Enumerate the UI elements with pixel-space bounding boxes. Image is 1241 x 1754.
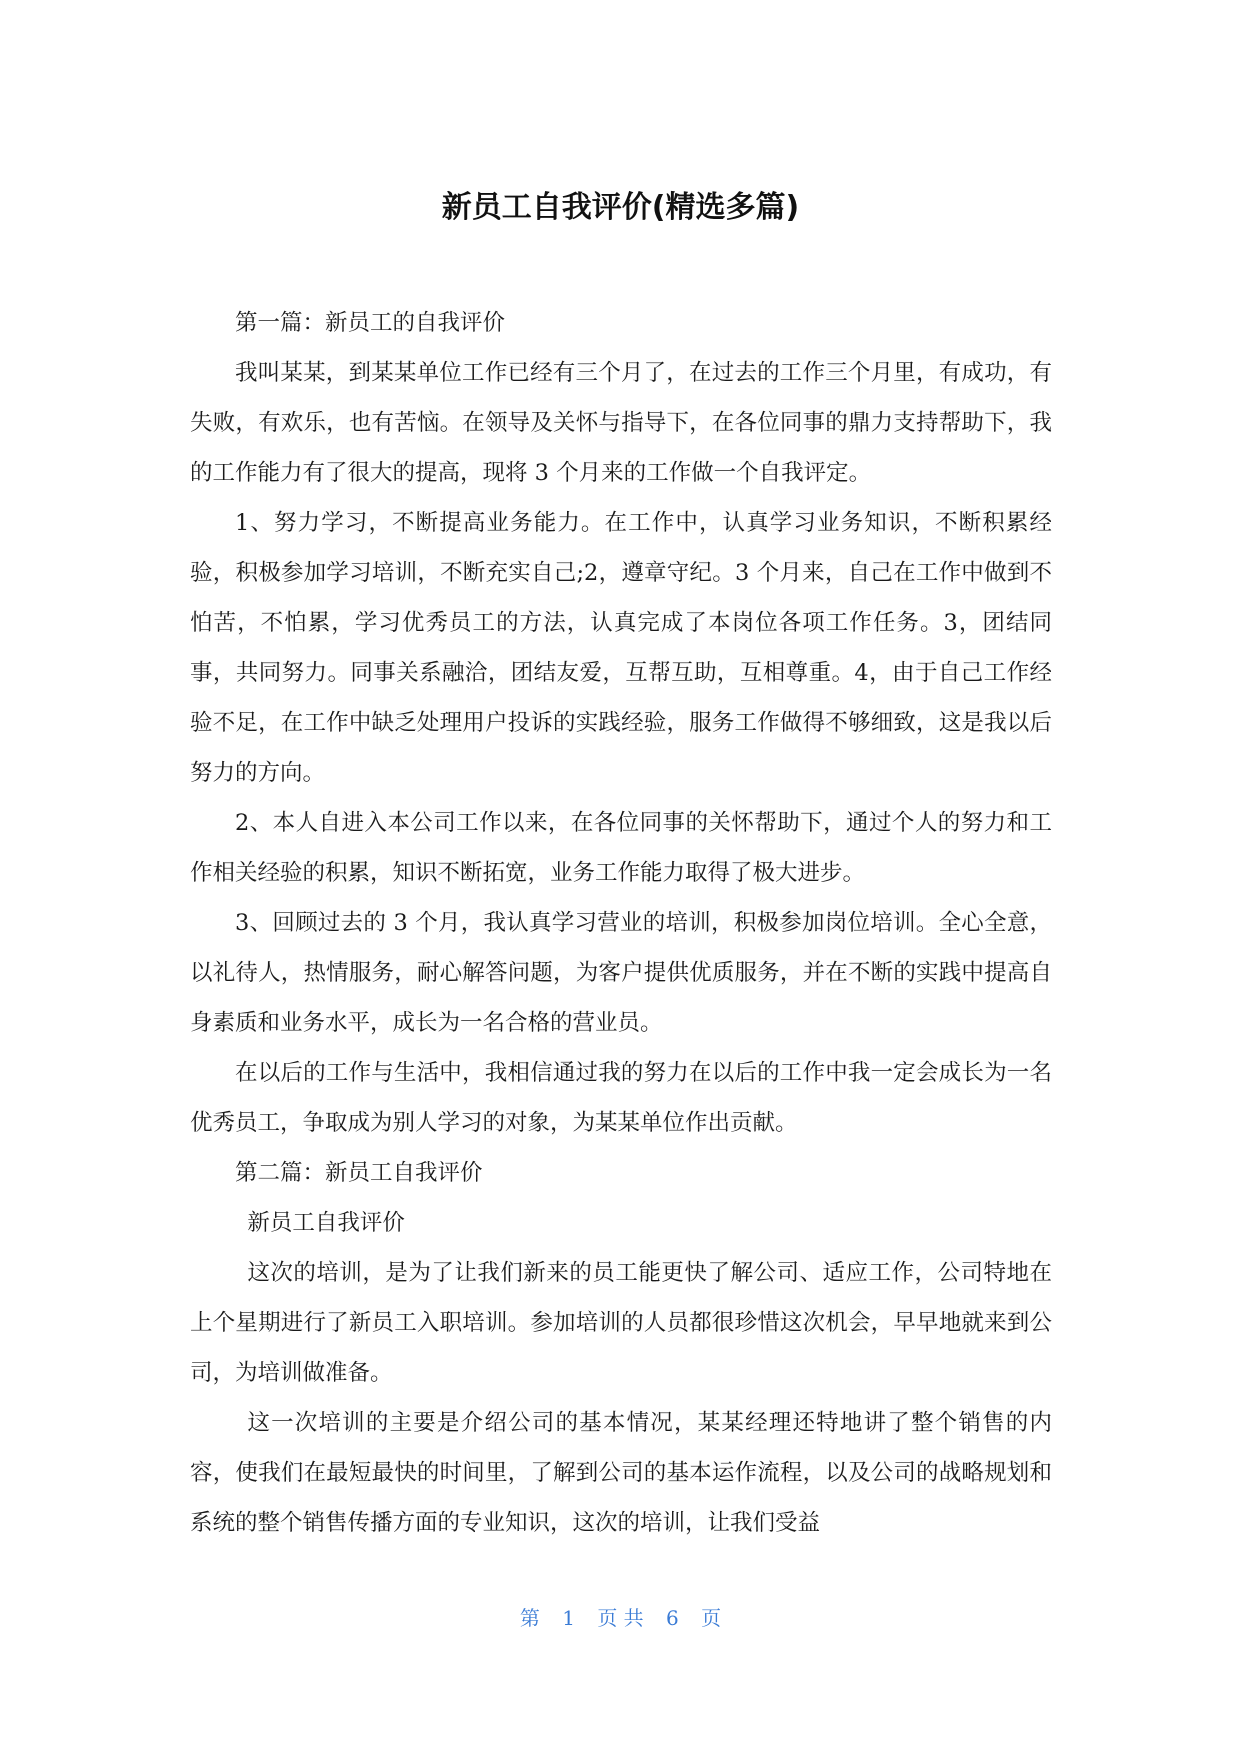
paragraph: 这一次培训的主要是介绍公司的基本情况，某某经理还特地讲了整个销售的内容，使我们在最短最快的时间里，了解到公司的基本运作流程，以及公司的战略规划和系统的整个销售传播方面的专业知识，这次的培训，让我们受益 [190, 1410, 1052, 1536]
paragraph: 2、本人自进入本公司工作以来，在各位同事的关怀帮助下，通过个人的努力和工作相关经验的积累，知识不断拓宽，业务工作能力取得了极大进步。 [190, 810, 1052, 886]
document-title: 新员工自我评价(精选多篇) [441, 190, 800, 225]
document-body [190, 298, 1052, 1548]
paragraph: 3、回顾过去的 3 个月，我认真学习营业的培训，积极参加岗位培训。全心全意，以礼待人，热情服务，耐心解答问题，为客户提供优质服务，并在不断的实践中提高自身素质和业务水平，成长为一名合格的营业员。 [190, 910, 1052, 1036]
paragraph: 在以后的工作与生活中，我相信通过我的努力在以后的工作中我一定会成长为一名优秀员工，争取成为别人学习的对象，为某某单位作出贡献。 [190, 1060, 1052, 1136]
page-footer [0, 1604, 1241, 1632]
page-total: 6 [666, 1606, 679, 1630]
page-label: 第 [519, 1606, 540, 1630]
section-heading-2: 第二篇：新员工自我评价 [235, 1160, 483, 1186]
page-mid: 页 共 [597, 1606, 644, 1630]
paragraph: 1、努力学习，不断提高业务能力。在工作中，认真学习业务知识，不断积累经验，积极参加学习培训，不断充实自己;2，遵章守纪。3 个月来，自己在工作中做到不怕苦，不怕累，学习优秀员工的方法，认真完成了本岗位各项工作任务。3，团结同事，共同努力。同事关系融洽，团结友爱，互帮互助，互相尊重。4，由于自己工作经验不足，在工作中缺乏处理用户投诉的实践经验，服务工作做得不够细致，这是我以后努力的方向。 [190, 510, 1052, 786]
page-current: 1 [562, 1606, 575, 1630]
section-heading-1: 第一篇：新员工的自我评价 [235, 310, 506, 336]
paragraph: 这次的培训，是为了让我们新来的员工能更快了解公司、适应工作，公司特地在上个星期进行了新员工入职培训。参加培训的人员都很珍惜这次机会，早早地就来到公司，为培训做准备。 [190, 1260, 1052, 1386]
paragraph: 我叫某某，到某某单位工作已经有三个月了，在过去的工作三个月里，有成功，有失败，有欢乐，也有苦恼。在领导及关怀与指导下，在各位同事的鼎力支持帮助下，我的工作能力有了很大的提高，现将 3 个月来的工作做一个自我评定。 [190, 360, 1052, 486]
page-end: 页 [701, 1606, 722, 1630]
subheading: 新员工自我评价 [247, 1210, 405, 1236]
